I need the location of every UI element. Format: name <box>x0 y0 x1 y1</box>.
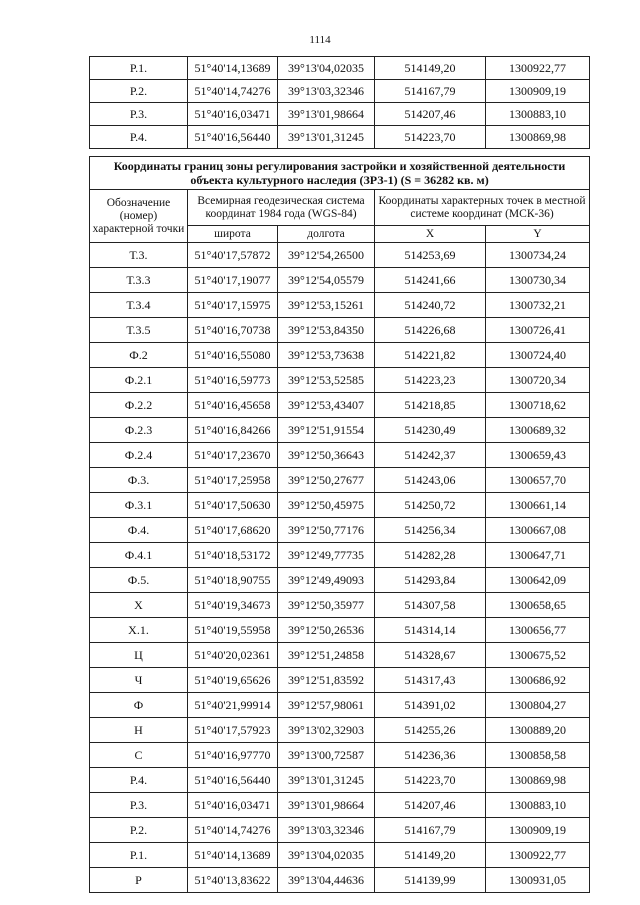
point-id-cell: Т.3. <box>90 243 188 268</box>
point-id-cell: Ф.2.3 <box>90 418 188 443</box>
latitude-cell: 51°40'19,34673 <box>188 593 278 618</box>
x-cell: 514236,36 <box>375 743 486 768</box>
point-id-cell: Р <box>90 868 188 893</box>
x-cell: 514149,20 <box>375 57 486 80</box>
longitude-cell: 39°12'50,26536 <box>278 618 375 643</box>
table-row <box>90 103 590 126</box>
point-id-cell: Р.2. <box>90 818 188 843</box>
y-cell: 1300732,21 <box>486 293 590 318</box>
x-cell: 514317,43 <box>375 668 486 693</box>
table-row <box>90 243 590 268</box>
longitude-cell: 39°12'50,35977 <box>278 593 375 618</box>
latitude-cell: 51°40'16,84266 <box>188 418 278 443</box>
longitude-cell: 39°12'51,83592 <box>278 668 375 693</box>
longitude-cell: 39°13'01,31245 <box>278 768 375 793</box>
x-cell: 514149,20 <box>375 843 486 868</box>
point-id-cell: Р.1. <box>90 57 188 80</box>
latitude-cell: 51°40'19,65626 <box>188 668 278 693</box>
point-id-cell: Ф.3.1 <box>90 493 188 518</box>
y-cell: 1300730,34 <box>486 268 590 293</box>
table-row <box>90 368 590 393</box>
table-row <box>90 568 590 593</box>
point-id-cell: Н <box>90 718 188 743</box>
point-id-cell: Ф.2.4 <box>90 443 188 468</box>
y-cell: 1300889,20 <box>486 718 590 743</box>
y-cell: 1300647,71 <box>486 543 590 568</box>
latitude-cell: 51°40'16,97770 <box>188 743 278 768</box>
y-cell: 1300726,41 <box>486 318 590 343</box>
y-cell: 1300922,77 <box>486 843 590 868</box>
point-id-cell: Т.3.5 <box>90 318 188 343</box>
y-cell: 1300858,58 <box>486 743 590 768</box>
table-row <box>90 126 590 149</box>
y-cell: 1300656,77 <box>486 618 590 643</box>
x-cell: 514207,46 <box>375 793 486 818</box>
point-id-cell: Т.3.4 <box>90 293 188 318</box>
table-row <box>90 743 590 768</box>
latitude-cell: 51°40'17,25958 <box>188 468 278 493</box>
page-number: 1114 <box>309 34 331 46</box>
y-cell: 1300869,98 <box>486 768 590 793</box>
longitude-cell: 39°12'51,24858 <box>278 643 375 668</box>
latitude-cell: 51°40'16,55080 <box>188 343 278 368</box>
point-id-cell: Х.1. <box>90 618 188 643</box>
longitude-cell: 39°13'04,44636 <box>278 868 375 893</box>
x-cell: 514240,72 <box>375 293 486 318</box>
table-row <box>90 618 590 643</box>
x-cell: 514230,49 <box>375 418 486 443</box>
x-cell: 514139,99 <box>375 868 486 893</box>
x-cell: 514223,70 <box>375 126 486 149</box>
x-cell: 514218,85 <box>375 393 486 418</box>
latitude-cell: 51°40'17,23670 <box>188 443 278 468</box>
table-row <box>90 293 590 318</box>
x-cell: 514255,26 <box>375 718 486 743</box>
longitude-cell: 39°12'53,52585 <box>278 368 375 393</box>
y-cell: 1300667,08 <box>486 518 590 543</box>
x-cell: 514250,72 <box>375 493 486 518</box>
longitude-cell: 39°12'50,27677 <box>278 468 375 493</box>
y-cell: 1300675,52 <box>486 643 590 668</box>
table-row <box>90 57 590 80</box>
x-header: X <box>375 226 486 243</box>
x-cell: 514226,68 <box>375 318 486 343</box>
x-cell: 514167,79 <box>375 818 486 843</box>
point-id-cell: Ф.3. <box>90 468 188 493</box>
longitude-cell: 39°12'57,98061 <box>278 693 375 718</box>
x-cell: 514241,66 <box>375 268 486 293</box>
y-cell: 1300720,34 <box>486 368 590 393</box>
y-cell: 1300869,98 <box>486 126 590 149</box>
latitude-cell: 51°40'17,68620 <box>188 518 278 543</box>
point-id-cell: Р.2. <box>90 80 188 103</box>
latitude-cell: 51°40'14,74276 <box>188 80 278 103</box>
point-id-cell: Ц <box>90 643 188 668</box>
table-row <box>90 493 590 518</box>
latitude-cell: 51°40'20,02361 <box>188 643 278 668</box>
x-cell: 514256,34 <box>375 518 486 543</box>
top-table-body <box>90 57 590 149</box>
zone-coordinates-table <box>89 156 590 893</box>
longitude-cell: 39°13'04,02035 <box>278 57 375 80</box>
y-cell: 1300931,05 <box>486 868 590 893</box>
table-row <box>90 718 590 743</box>
y-cell: 1300718,62 <box>486 393 590 418</box>
y-cell: 1300734,24 <box>486 243 590 268</box>
table-row <box>90 268 590 293</box>
x-cell: 514282,28 <box>375 543 486 568</box>
latitude-cell: 51°40'17,19077 <box>188 268 278 293</box>
x-cell: 514207,46 <box>375 103 486 126</box>
longitude-cell: 39°12'54,05579 <box>278 268 375 293</box>
point-id-cell: Р.3. <box>90 103 188 126</box>
y-cell: 1300804,27 <box>486 693 590 718</box>
point-id-cell: Ч <box>90 668 188 693</box>
longitude-cell: 39°13'03,32346 <box>278 80 375 103</box>
point-id-cell: Ф.2 <box>90 343 188 368</box>
x-cell: 514314,14 <box>375 618 486 643</box>
latitude-cell: 51°40'19,55958 <box>188 618 278 643</box>
longitude-cell: 39°13'01,98664 <box>278 103 375 126</box>
latitude-cell: 51°40'17,50630 <box>188 493 278 518</box>
latitude-cell: 51°40'16,03471 <box>188 103 278 126</box>
x-cell: 514221,82 <box>375 343 486 368</box>
table-row <box>90 468 590 493</box>
longitude-cell: 39°12'50,45975 <box>278 493 375 518</box>
y-cell: 1300657,70 <box>486 468 590 493</box>
longitude-cell: 39°13'01,31245 <box>278 126 375 149</box>
latitude-cell: 51°40'16,70738 <box>188 318 278 343</box>
table-row <box>90 80 590 103</box>
table-row <box>90 393 590 418</box>
y-cell: 1300686,92 <box>486 668 590 693</box>
point-id-cell: Ф.2.2 <box>90 393 188 418</box>
table-row <box>90 843 590 868</box>
point-id-cell: Ф.4.1 <box>90 543 188 568</box>
latitude-cell: 51°40'13,83622 <box>188 868 278 893</box>
point-id-cell: Р.4. <box>90 126 188 149</box>
y-cell: 1300659,43 <box>486 443 590 468</box>
table-row <box>90 593 590 618</box>
x-cell: 514307,58 <box>375 593 486 618</box>
y-header: Y <box>486 226 590 243</box>
y-cell: 1300909,19 <box>486 818 590 843</box>
longitude-cell: 39°13'02,32903 <box>278 718 375 743</box>
y-cell: 1300689,32 <box>486 418 590 443</box>
y-cell: 1300724,40 <box>486 343 590 368</box>
latitude-cell: 51°40'16,56440 <box>188 126 278 149</box>
longitude-cell: 39°13'04,02035 <box>278 843 375 868</box>
latitude-cell: 51°40'16,56440 <box>188 768 278 793</box>
longitude-cell: 39°13'00,72587 <box>278 743 375 768</box>
table-row <box>90 643 590 668</box>
latitude-cell: 51°40'16,59773 <box>188 368 278 393</box>
table-row <box>90 693 590 718</box>
x-cell: 514223,23 <box>375 368 486 393</box>
table-row <box>90 818 590 843</box>
longitude-cell: 39°12'53,15261 <box>278 293 375 318</box>
latitude-cell: 51°40'16,03471 <box>188 793 278 818</box>
table-row <box>90 668 590 693</box>
x-cell: 514243,06 <box>375 468 486 493</box>
latitude-cell: 51°40'16,45658 <box>188 393 278 418</box>
longitude-cell: 39°12'53,43407 <box>278 393 375 418</box>
x-cell: 514223,70 <box>375 768 486 793</box>
x-cell: 514242,37 <box>375 443 486 468</box>
latitude-cell: 51°40'14,74276 <box>188 818 278 843</box>
table-row <box>90 868 590 893</box>
y-cell: 1300909,19 <box>486 80 590 103</box>
longitude-cell: 39°12'50,36643 <box>278 443 375 468</box>
latitude-cell: 51°40'17,15975 <box>188 293 278 318</box>
table-row <box>90 518 590 543</box>
table-row <box>90 443 590 468</box>
point-id-cell: Т.3.3 <box>90 268 188 293</box>
x-cell: 514328,67 <box>375 643 486 668</box>
y-cell: 1300922,77 <box>486 57 590 80</box>
latitude-cell: 51°40'18,53172 <box>188 543 278 568</box>
longitude-cell: 39°12'53,73638 <box>278 343 375 368</box>
latitude-cell: 51°40'18,90755 <box>188 568 278 593</box>
point-id-cell: Х <box>90 593 188 618</box>
wgs84-header: Всемирная геодезическая система координат 1984 года (WGS-84) <box>188 190 375 226</box>
latitude-cell: 51°40'21,99914 <box>188 693 278 718</box>
x-cell: 514293,84 <box>375 568 486 593</box>
longitude-header: долгота <box>278 226 375 243</box>
longitude-cell: 39°12'51,91554 <box>278 418 375 443</box>
point-designation-header: Обозначение (номер) характерной точки <box>90 190 188 243</box>
main-table-body <box>90 243 590 893</box>
longitude-cell: 39°13'03,32346 <box>278 818 375 843</box>
x-cell: 514167,79 <box>375 80 486 103</box>
x-cell: 514391,02 <box>375 693 486 718</box>
longitude-cell: 39°12'54,26500 <box>278 243 375 268</box>
point-id-cell: Ф.2.1 <box>90 368 188 393</box>
y-cell: 1300883,10 <box>486 793 590 818</box>
point-id-cell: Ф.5. <box>90 568 188 593</box>
latitude-cell: 51°40'14,13689 <box>188 843 278 868</box>
point-id-cell: С <box>90 743 188 768</box>
y-cell: 1300661,14 <box>486 493 590 518</box>
table-row <box>90 768 590 793</box>
point-id-cell: Ф.4. <box>90 518 188 543</box>
latitude-cell: 51°40'17,57923 <box>188 718 278 743</box>
point-id-cell: Р.4. <box>90 768 188 793</box>
table-title: Координаты границ зоны регулирования застройки и хозяйственной деятельности объекта культурного наследия (ЗРЗ-1) (S = 36282 кв. м) <box>90 157 590 190</box>
longitude-cell: 39°12'50,77176 <box>278 518 375 543</box>
longitude-cell: 39°12'49,49093 <box>278 568 375 593</box>
longitude-cell: 39°12'53,84350 <box>278 318 375 343</box>
y-cell: 1300658,65 <box>486 593 590 618</box>
msk36-header: Координаты характерных точек в местной системе координат (МСК-36) <box>375 190 590 226</box>
table-row <box>90 793 590 818</box>
latitude-cell: 51°40'17,57872 <box>188 243 278 268</box>
table-row <box>90 418 590 443</box>
point-id-cell: Р.3. <box>90 793 188 818</box>
latitude-cell: 51°40'14,13689 <box>188 57 278 80</box>
longitude-cell: 39°13'01,98664 <box>278 793 375 818</box>
table-row <box>90 343 590 368</box>
y-cell: 1300883,10 <box>486 103 590 126</box>
x-cell: 514253,69 <box>375 243 486 268</box>
top-coordinates-table <box>89 56 590 149</box>
latitude-header: широта <box>188 226 278 243</box>
table-row <box>90 543 590 568</box>
y-cell: 1300642,09 <box>486 568 590 593</box>
longitude-cell: 39°12'49,77735 <box>278 543 375 568</box>
point-id-cell: Р.1. <box>90 843 188 868</box>
table-row <box>90 318 590 343</box>
point-id-cell: Ф <box>90 693 188 718</box>
